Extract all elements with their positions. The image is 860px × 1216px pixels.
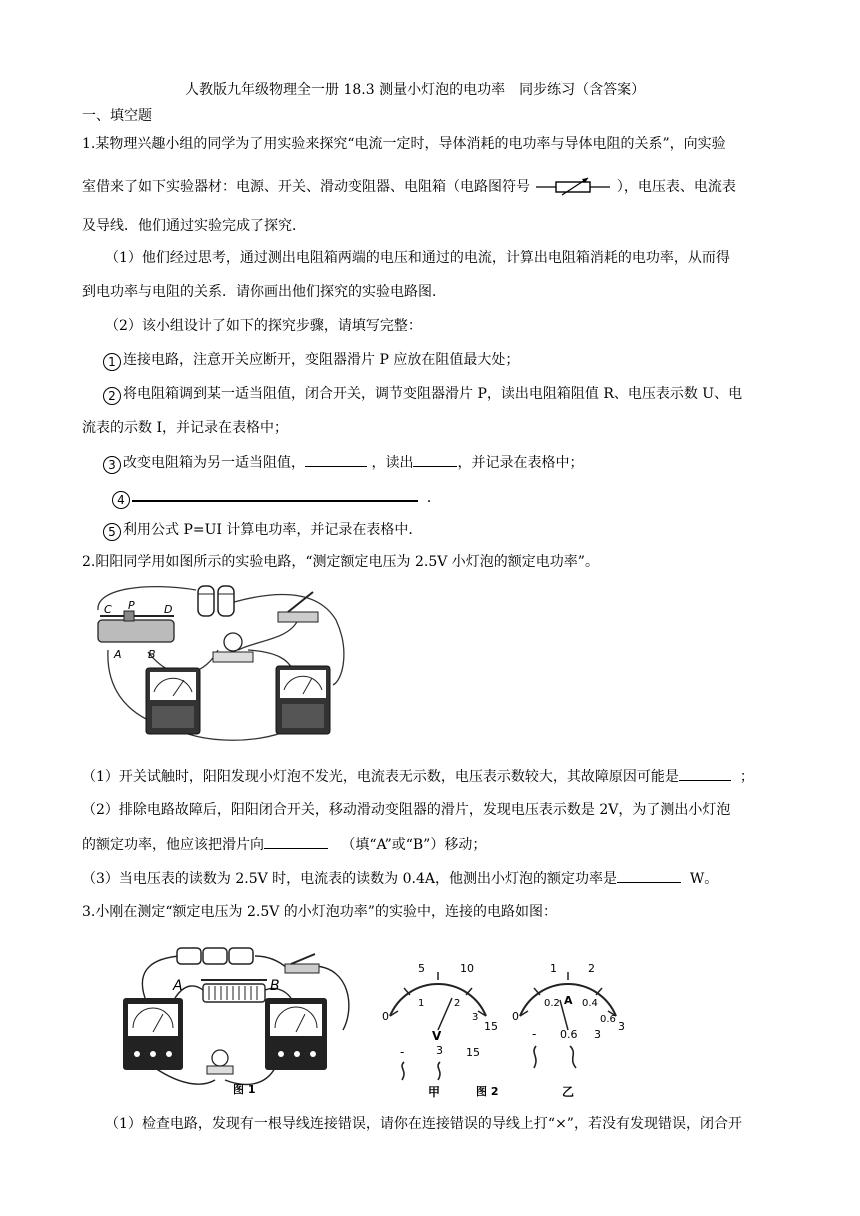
q3-figure-1 — [115, 938, 360, 1098]
volt-term-3: 3 — [436, 1044, 443, 1057]
step-4-number: 4 — [112, 491, 130, 509]
q2-part1-end: ； — [739, 769, 754, 785]
q2-part2-text: 的额定功率，他应该把滑片向 — [82, 837, 264, 853]
q1-step-3 — [103, 452, 583, 474]
q3-figure-2-voltmeter — [378, 958, 498, 1098]
step-4-end: ． — [426, 490, 441, 506]
q1-step-2-b: 流表的示数 I，并记录在表格中； — [82, 420, 288, 436]
page-title: 人教版九年级物理全一册 18.3 测量小灯泡的电功率 同步练习（含答案） — [185, 82, 646, 98]
step-2-number: 2 — [103, 387, 121, 405]
jia-label: 甲 — [428, 1085, 441, 1098]
label-A: A — [114, 648, 122, 661]
volt-tick-5: 5 — [418, 962, 425, 975]
q2-part1 — [82, 766, 754, 787]
q2-part1-text: （1）开关试触时，阳阳发现小灯泡不发光，电流表无示数，电压表示数较大，其故障原因可能是 — [82, 769, 679, 785]
amp-term-neg: - — [532, 1027, 537, 1041]
q3-figure-2-ammeter — [508, 958, 632, 1098]
q2-part3 — [82, 868, 718, 889]
q2-blank-1[interactable] — [679, 766, 731, 781]
label-B: B — [148, 648, 156, 661]
amp-tick-2: 2 — [588, 962, 595, 975]
fig1-caption: 图 1 — [233, 1083, 256, 1096]
volt-tick-2: 2 — [454, 998, 461, 1009]
volt-term-15: 15 — [466, 1046, 480, 1059]
q1-line-2a: 室借来了如下实验器材：电源、开关、滑动变阻器、电阻箱（电路图符号 — [82, 179, 530, 195]
volt-tick-0: 0 — [382, 1010, 389, 1023]
step-1-number: 1 — [103, 353, 121, 371]
section-heading: 一、填空题 — [82, 108, 152, 124]
yi-label: 乙 — [562, 1085, 575, 1098]
step-4-blank[interactable] — [132, 486, 418, 502]
step-3-blank-2[interactable] — [413, 452, 457, 467]
fig1-label-B: B — [270, 978, 280, 994]
step-3-number: 3 — [103, 456, 121, 474]
fig2-caption: 图 2 — [476, 1085, 499, 1098]
resistance-box-symbol-icon — [536, 175, 610, 197]
step-3-blank-1[interactable] — [305, 452, 367, 467]
volt-term-neg: - — [400, 1045, 405, 1059]
volt-tick-1: 1 — [418, 998, 425, 1009]
q2-part2-end: （填“A”或“B”）移动； — [341, 837, 487, 853]
q1-line-2 — [82, 175, 736, 197]
step-5-number: 5 — [103, 523, 121, 541]
step-3-text-a: 改变电阻箱为另一适当阻值， — [123, 455, 305, 471]
q1-line-2b: ），电压表、电流表 — [616, 179, 736, 195]
amp-unit: A — [564, 994, 573, 1007]
q2-blank-3[interactable] — [617, 868, 681, 883]
q1-part1-a: （1）他们经过思考，通过测出电阻箱两端的电压和通过的电流，计算出电阻箱消耗的电功率，从而得 — [105, 250, 730, 266]
q1-step-2 — [103, 384, 742, 405]
amp-term-06: 0.6 — [560, 1028, 578, 1041]
volt-tick-15: 15 — [484, 1020, 498, 1033]
label-P: P — [128, 599, 135, 612]
volt-unit: V — [432, 1029, 442, 1043]
amp-tick-06: 0.6 — [600, 1014, 616, 1025]
volt-tick-3: 3 — [472, 1012, 479, 1023]
step-5-text: 利用公式 P=UI 计算电功率，并记录在表格中． — [123, 522, 423, 538]
q2-line-1: 2.阳阳同学用如图所示的实验电路，“测定额定电压为 2.5V 小灯泡的额定电功率”。 — [82, 554, 599, 570]
q2-part2-b — [82, 834, 486, 855]
q1-step-1 — [103, 350, 519, 371]
q1-line-1: 1.某物理兴趣小组的同学为了用实验来探究“电流一定时，导体消耗的电功率与导体电阻的关系”，向实验 — [82, 136, 726, 152]
step-2-text-a: 将电阻箱调到某一适当阻值，闭合开关，调节变阻器滑片 P，读出电阻箱阻值 R、电压表示数 U、电 — [123, 386, 743, 402]
amp-tick-0: 0 — [512, 1010, 519, 1023]
q3-part1: （1）检查电路，发现有一根导线连接错误，请你在连接错误的导线上打“×”，若没有发现错误，闭合开 — [105, 1116, 742, 1132]
q1-line-3: 及导线．他们通过实验完成了探究． — [82, 218, 306, 234]
amp-tick-3: 3 — [618, 1020, 625, 1033]
q2-part2-a: （2）排除电路故障后，阳阳闭合开关，移动滑动变阻器的滑片，发现电压表示数是 2V，为了测出小灯泡 — [82, 802, 731, 818]
label-C: C — [104, 603, 112, 616]
amp-tick-02: 0.2 — [544, 998, 560, 1009]
step-3-text-c: ，并记录在表格中； — [457, 455, 584, 471]
step-3-text-b: ，读出 — [371, 455, 414, 471]
q1-part2: （2）该小组设计了如下的探究步骤，请填写完整： — [105, 318, 422, 334]
step-1-text: 连接电路，注意开关应断开，变阻器滑片 P 应放在阻值最大处； — [123, 352, 520, 368]
q1-part1-b: 到电功率与电阻的关系．请你画出他们探究的实验电路图． — [82, 284, 446, 300]
fig1-label-A: A — [173, 978, 183, 994]
amp-term-3: 3 — [594, 1028, 601, 1041]
q2-part3-end: W。 — [689, 871, 719, 887]
q2-blank-2[interactable] — [264, 834, 328, 849]
q2-part3-text: （3）当电压表的读数为 2.5V 时，电流表的读数为 0.4A，他测出小灯泡的额定功率是 — [82, 871, 618, 887]
q2-circuit-figure — [88, 580, 350, 750]
q1-step-5 — [103, 520, 422, 541]
volt-tick-10: 10 — [460, 962, 474, 975]
q1-step-4 — [112, 486, 441, 509]
label-D: D — [164, 603, 173, 616]
amp-tick-1: 1 — [550, 962, 557, 975]
amp-tick-04: 0.4 — [582, 998, 598, 1009]
q3-line-1: 3.小刚在测定“额定电压为 2.5V 的小灯泡功率”的实验中，连接的电路如图： — [82, 904, 557, 920]
